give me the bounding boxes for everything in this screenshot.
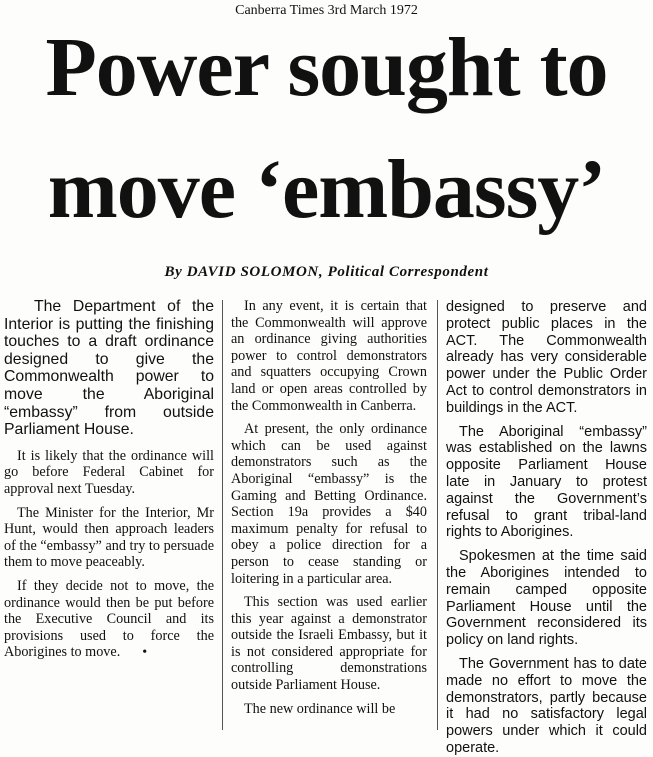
article-column-1 <box>4 298 214 730</box>
article-paragraph: The Minister for the Interior, Mr Hunt, would then approach leaders of the “embassy” and try to persuade them to move peaceably. <box>4 504 214 571</box>
article-paragraph: At present, the only ordinance which can be used against demonstrators such as the Aboriginal “embassy” is the Gaming and Betting Ordinance. Section 19a provides a $40 maximum penalty for refusal to obey a police direction for a person to cease standing or loitering in a particular area. <box>231 421 427 587</box>
article-paragraph: The Aboriginal “embassy” was established on the lawns opposite Parliament House late in January to protest against the Government’s refusal to grant tribal-land rights to Aborigines. <box>446 423 647 541</box>
article-paragraph: In any event, it is certain that the Commonwealth will approve an ordinance giving authorities power to control demonstrators and squatters occupying Crown land or open areas controlled by the Commonwealth in Canberra. <box>231 298 427 414</box>
column-divider <box>222 300 223 730</box>
end-mark: • <box>142 645 148 661</box>
article-paragraph: If they decide not to move, the ordinance would then be put before the Executive Council and its provisions used to force the Aborigines to move. • <box>4 577 214 661</box>
newspaper-source: Canberra Times 3rd March 1972 <box>235 3 418 18</box>
byline: By DAVID SOLOMON, Political Correspondent <box>164 264 489 280</box>
article-paragraph: The Government has to date made no effort to move the demonstrators, partly because it had no satisfactory legal powers under which it could operate. <box>446 655 647 756</box>
article-paragraph: designed to preserve and protect public places in the ACT. The Commonwealth already has very considerable power under the Public Order Act to control demonstrators in buildings in the ACT. <box>446 299 647 416</box>
article-paragraph: It is likely that the ordinance will go before Federal Cabinet for approval next Tuesday. <box>4 447 214 497</box>
article-column-2 <box>231 298 427 730</box>
headline-line-1: Power sought to <box>45 21 608 114</box>
article-paragraph: Spokesmen at the time said the Aborigines intended to remain camped opposite Parliament House until the Government reconsidered its policy on land rights. <box>446 548 647 649</box>
article-paragraph: The new ordinance will be <box>244 700 396 717</box>
article-paragraph: This section was used earlier this year against a demonstrator outside the Israeli Embassy, but it is not considered appropriate for controlling demonstrations outside Parliament House. <box>231 594 427 694</box>
article-column-3 <box>446 299 647 756</box>
column-divider <box>437 300 438 730</box>
article-paragraph: The Department of the Interior is putting the finishing touches to a draft ordinance designed to give the Commonwealth power to move the Aboriginal “embassy” from outside Parliament House. <box>4 298 214 439</box>
headline-line-2: move ‘embassy’ <box>47 143 606 236</box>
